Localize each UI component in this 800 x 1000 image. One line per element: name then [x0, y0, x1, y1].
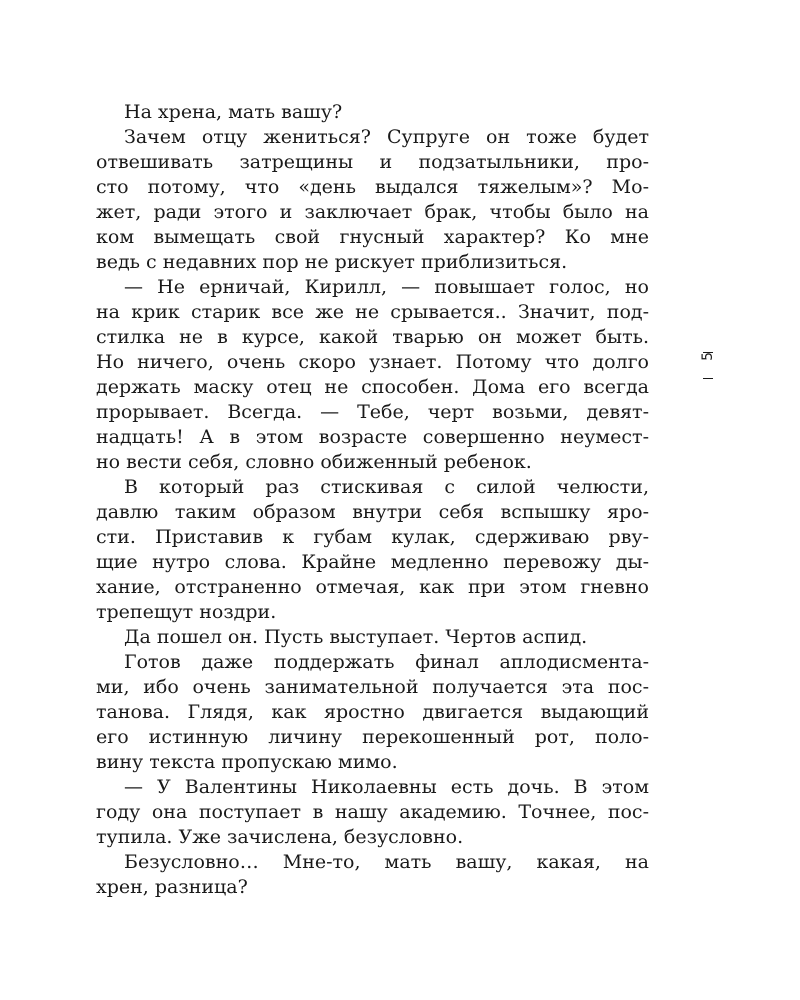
text-line: щие нутро слова. Крайне медленно перевожу ды-	[96, 551, 649, 573]
text-line: прорывает. Всегда. — Тебе, черт возьми, девят-	[96, 401, 649, 423]
text-line: Зачем отцу жениться? Супруге он тоже будет	[124, 126, 649, 148]
text-line: надцать! А в этом возрасте совершенно неумест-	[96, 426, 649, 448]
text-line: трепещут ноздри.	[96, 601, 277, 623]
body-text	[96, 100, 649, 900]
text-line: ми, ибо очень занимательной получается эта пос-	[96, 676, 649, 698]
text-line: его истинную личину перекошенный рот, поло-	[96, 726, 649, 748]
text-line: отвешивать затрещины и подзатыльники, про-	[96, 151, 649, 173]
text-line: хрен, разница?	[96, 876, 248, 898]
page-number: 5	[700, 352, 716, 361]
text-line: ведь с недавних пор не рискует приблизиться.	[96, 251, 568, 273]
page-number-rule-bottom	[703, 378, 713, 379]
text-line: Да пошел он. Пусть выступает. Чертов аспид.	[124, 626, 588, 648]
text-line: — У Валентины Николаевны есть дочь. В этом	[124, 776, 649, 798]
text-line: стилка не в курсе, какой тварью он может быть.	[96, 326, 649, 348]
text-line: тупила. Уже зачислена, безусловно.	[96, 826, 464, 848]
text-line: году она поступает в нашу академию. Точнее, пос-	[96, 801, 649, 823]
text-line: вину текста пропускаю мимо.	[96, 751, 398, 773]
text-line: Безусловно… Мне-то, мать вашу, какая, на	[124, 851, 649, 873]
text-line: В который раз стискивая с силой челюсти,	[124, 476, 649, 498]
text-line: танова. Глядя, как яростно двигается выдающий	[96, 701, 649, 723]
text-line: давлю таким образом внутри себя вспышку яро-	[96, 501, 649, 523]
text-line: на крик старик все же не срывается.. Значит, под-	[96, 301, 649, 323]
text-line: На хрена, мать вашу?	[124, 101, 343, 123]
text-line: жет, ради этого и заключает брак, чтобы было на	[96, 201, 649, 223]
text-line: Но ничего, очень скоро узнает. Потому что долго	[96, 351, 649, 373]
text-line: — Не ерничай, Кирилл, — повышает голос, но	[124, 276, 649, 298]
text-line: Готов даже поддержать финал аплодисмента-	[124, 651, 649, 673]
text-line: ком вымещать свой гнусный характер? Ко мне	[96, 226, 649, 248]
text-line: хание, отстраненно отмечая, как при этом гневно	[96, 576, 649, 598]
text-line: сти. Приставив к губам кулак, сдерживаю рву-	[96, 526, 649, 548]
text-line: сто потому, что «день выдался тяжелым»? Мо-	[96, 176, 649, 198]
text-line: держать маску отец не способен. Дома его всегда	[96, 376, 649, 398]
text-line: но вести себя, словно обиженный ребенок.	[96, 451, 532, 473]
